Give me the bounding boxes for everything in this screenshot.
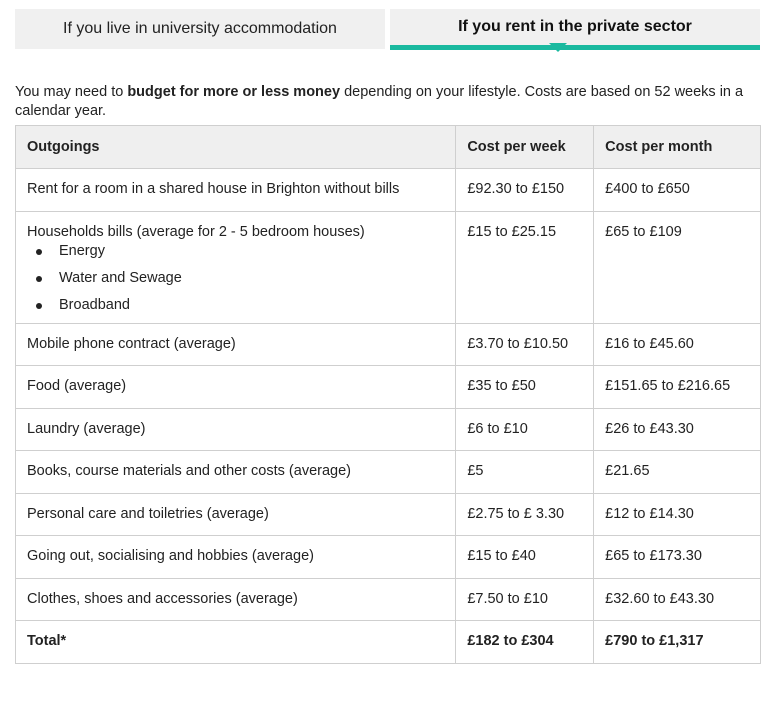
header-cost-per-week: Cost per week [456,126,594,169]
intro-suffix: depending on your lifestyle. Costs are based on 52 weeks in a calendar year. [15,83,744,119]
intro-bold: budget for more or less money [127,83,341,100]
table-row [16,211,761,323]
table-row [16,578,761,621]
cell-week: £92.30 to £150 [456,169,594,212]
cell-week: £7.50 to £10 [456,578,594,621]
intro-paragraph [15,83,763,121]
cell-month: £26 to £43.30 [594,408,761,451]
cell-item: Mobile phone contract (average) [16,323,456,366]
cell-total-month: £790 to £1,317 [594,621,761,664]
table-row [16,493,761,536]
cell-total-label: Total* [16,621,456,664]
cell-week: £3.70 to £10.50 [456,323,594,366]
costs-table [15,125,761,664]
tab-private-sector[interactable] [390,9,760,50]
tab-label: If you rent in the private sector [458,18,692,35]
cell-month: £21.65 [594,451,761,494]
cell-week: £15 to £40 [456,536,594,579]
bills-list [27,242,444,315]
cell-month: £65 to £173.30 [594,536,761,579]
cell-month: £32.60 to £43.30 [594,578,761,621]
cell-month: £151.65 to £216.65 [594,366,761,409]
table-row [16,451,761,494]
table-row [16,366,761,409]
cell-item: Clothes, shoes and accessories (average) [16,578,456,621]
cell-week: £2.75 to £ 3.30 [456,493,594,536]
cell-week: £15 to £25.15 [456,211,594,323]
table-row [16,536,761,579]
cell-month: £65 to £109 [594,211,761,323]
cell-item: Going out, socialising and hobbies (average) [16,536,456,579]
cell-week: £6 to £10 [456,408,594,451]
table-row [16,169,761,212]
list-item: Water and Sewage [27,269,444,288]
table-row [16,323,761,366]
cell-item: Food (average) [16,366,456,409]
header-outgoings: Outgoings [16,126,456,169]
bills-label: Households bills (average for 2 - 5 bedroom houses) [27,223,365,240]
cell-item: Personal care and toiletries (average) [16,493,456,536]
cell-item: Books, course materials and other costs (average) [16,451,456,494]
table-header-row [16,126,761,169]
tab-university-accommodation[interactable] [15,9,385,49]
header-cost-per-month: Cost per month [594,126,761,169]
cell-item: Rent for a room in a shared house in Brighton without bills [16,169,456,212]
cell-total-week: £182 to £304 [456,621,594,664]
list-item: Energy [27,242,444,261]
cell-month: £16 to £45.60 [594,323,761,366]
cell-week: £35 to £50 [456,366,594,409]
tab-label: If you live in university accommodation [63,20,337,37]
intro-prefix: You may need to [15,83,128,100]
tab-bar [15,9,760,53]
active-tab-pointer-icon [549,43,567,52]
list-item: Broadband [27,296,444,315]
cell-month: £400 to £650 [594,169,761,212]
cell-item: Laundry (average) [16,408,456,451]
cell-week: £5 [456,451,594,494]
cell-item [16,211,456,323]
table-row [16,408,761,451]
cell-month: £12 to £14.30 [594,493,761,536]
table-total-row [16,621,761,664]
